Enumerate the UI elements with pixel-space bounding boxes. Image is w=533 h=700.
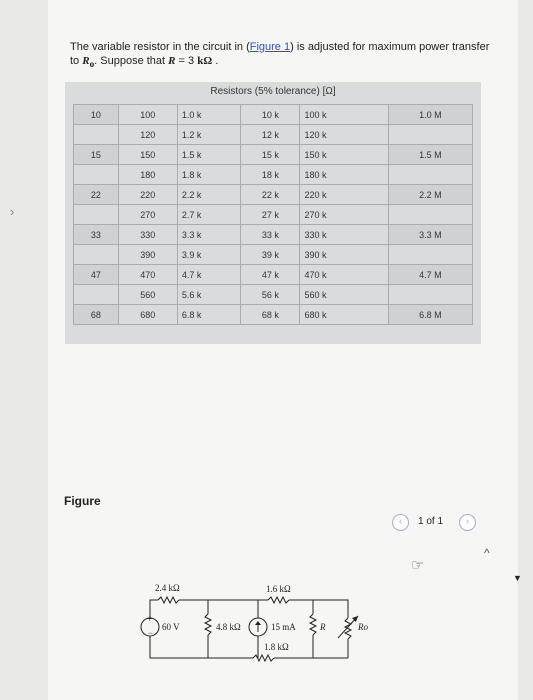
hundred-kilo-cell: 470 k <box>300 265 388 285</box>
ten-kilo-cell: 10 k <box>241 105 300 125</box>
ten-kilo-cell: 27 k <box>241 205 300 225</box>
e6-cell <box>74 285 119 305</box>
mega-cell: 1.0 M <box>388 105 472 125</box>
problem-text: ) is adjusted for maximum power transfer <box>290 41 490 53</box>
problem-text: to <box>70 55 83 67</box>
table-row <box>74 205 473 225</box>
table-row <box>74 145 473 165</box>
resistor-table-panel <box>65 82 481 344</box>
figure-link[interactable]: Figure 1 <box>249 41 291 53</box>
label-r: R <box>320 622 326 632</box>
e6-cell <box>74 125 119 145</box>
ten-kilo-cell: 47 k <box>241 265 300 285</box>
kilo-cell: 1.5 k <box>177 145 240 165</box>
e6-cell: 68 <box>74 305 119 325</box>
label-r2: 1.6 kΩ <box>266 584 291 594</box>
table-row <box>74 265 473 285</box>
table-row <box>74 185 473 205</box>
table-row <box>74 305 473 325</box>
hundred-kilo-cell: 220 k <box>300 185 388 205</box>
e6-cell: 33 <box>74 225 119 245</box>
resistor-table <box>73 104 473 325</box>
e6-cell: 47 <box>74 265 119 285</box>
mega-cell <box>388 125 472 145</box>
label-vsrc: 60 V <box>162 622 180 632</box>
hundreds-cell: 120 <box>118 125 177 145</box>
kilo-cell: 2.7 k <box>177 205 240 225</box>
hundreds-cell: 560 <box>118 285 177 305</box>
problem-text: = 3 <box>175 55 198 67</box>
chevron-left-icon[interactable]: ‹ <box>392 514 409 531</box>
variable-resistor-ro <box>345 618 351 639</box>
var-ro-sub: o <box>89 59 95 70</box>
problem-text: . Suppose that <box>94 55 169 67</box>
problem-statement <box>70 40 510 71</box>
mega-cell <box>388 165 472 185</box>
resistor-4-8k <box>205 614 211 635</box>
ten-kilo-cell: 22 k <box>241 185 300 205</box>
resistor-1-8k <box>253 655 274 661</box>
kilo-cell: 1.2 k <box>177 125 240 145</box>
ten-kilo-cell: 15 k <box>241 145 300 165</box>
problem-text: The variable resistor in the circuit in ( <box>70 41 250 53</box>
kilo-cell: 1.0 k <box>177 105 240 125</box>
table-row <box>74 245 473 265</box>
kilo-cell: 3.9 k <box>177 245 240 265</box>
figure-label: Figure <box>64 494 101 508</box>
hundreds-cell: 220 <box>118 185 177 205</box>
mega-cell: 1.5 M <box>388 145 472 165</box>
hundreds-cell: 390 <box>118 245 177 265</box>
hundreds-cell: 150 <box>118 145 177 165</box>
hundred-kilo-cell: 270 k <box>300 205 388 225</box>
hundred-kilo-cell: 330 k <box>300 225 388 245</box>
e6-cell <box>74 165 119 185</box>
expand-chevron-icon[interactable]: › <box>10 204 15 219</box>
table-row <box>74 165 473 185</box>
label-r1: 2.4 kΩ <box>155 583 180 593</box>
svg-text:+: + <box>147 614 153 624</box>
dropdown-triangle-icon[interactable]: ▼ <box>513 573 522 583</box>
e6-cell <box>74 245 119 265</box>
mega-cell: 4.7 M <box>388 265 472 285</box>
table-row <box>74 125 473 145</box>
kilo-cell: 4.7 k <box>177 265 240 285</box>
hundred-kilo-cell: 120 k <box>300 125 388 145</box>
resistor-2-4k <box>158 597 179 603</box>
e6-cell: 10 <box>74 105 119 125</box>
hundreds-cell: 470 <box>118 265 177 285</box>
collapse-caret-icon[interactable]: ^ <box>484 546 490 560</box>
figure-pager <box>392 514 482 532</box>
pager-text: 1 of 1 <box>418 516 444 527</box>
resistor-1-6k <box>268 597 289 603</box>
ten-kilo-cell: 56 k <box>241 285 300 305</box>
hundred-kilo-cell: 680 k <box>300 305 388 325</box>
unit: kΩ <box>197 55 213 67</box>
table-row <box>74 285 473 305</box>
hundred-kilo-cell: 390 k <box>300 245 388 265</box>
e6-cell <box>74 205 119 225</box>
table-caption: Resistors (5% tolerance) [Ω] <box>210 86 336 97</box>
svg-text:−: − <box>148 628 154 638</box>
label-r4: 1.8 kΩ <box>264 642 289 652</box>
ten-kilo-cell: 39 k <box>241 245 300 265</box>
label-r3: 4.8 kΩ <box>216 622 241 632</box>
e6-cell: 22 <box>74 185 119 205</box>
hundreds-cell: 330 <box>118 225 177 245</box>
hundreds-cell: 180 <box>118 165 177 185</box>
hundred-kilo-cell: 150 k <box>300 145 388 165</box>
ten-kilo-cell: 18 k <box>241 165 300 185</box>
mega-cell <box>388 205 472 225</box>
ten-kilo-cell: 68 k <box>241 305 300 325</box>
hundreds-cell: 680 <box>118 305 177 325</box>
hundreds-cell: 270 <box>118 205 177 225</box>
hundred-kilo-cell: 560 k <box>300 285 388 305</box>
label-ro: Ro <box>358 622 368 632</box>
kilo-cell: 2.2 k <box>177 185 240 205</box>
var-ro: R <box>82 55 90 67</box>
hundred-kilo-cell: 180 k <box>300 165 388 185</box>
e6-cell: 15 <box>74 145 119 165</box>
table-row <box>74 225 473 245</box>
resistor-r <box>310 614 316 635</box>
circuit-diagram <box>128 578 398 683</box>
chevron-right-icon[interactable]: › <box>459 514 476 531</box>
problem-text: . <box>212 55 219 67</box>
mega-cell: 3.3 M <box>388 225 472 245</box>
hand-cursor-icon: ☞ <box>411 557 425 574</box>
kilo-cell: 6.8 k <box>177 305 240 325</box>
label-isrc: 15 mA <box>271 622 296 632</box>
mega-cell: 2.2 M <box>388 185 472 205</box>
kilo-cell: 3.3 k <box>177 225 240 245</box>
ten-kilo-cell: 12 k <box>241 125 300 145</box>
table-row <box>74 105 473 125</box>
hundreds-cell: 100 <box>118 105 177 125</box>
hundred-kilo-cell: 100 k <box>300 105 388 125</box>
mega-cell <box>388 285 472 305</box>
var-r: R <box>168 55 176 67</box>
kilo-cell: 5.6 k <box>177 285 240 305</box>
mega-cell: 6.8 M <box>388 305 472 325</box>
kilo-cell: 1.8 k <box>177 165 240 185</box>
ten-kilo-cell: 33 k <box>241 225 300 245</box>
mega-cell <box>388 245 472 265</box>
